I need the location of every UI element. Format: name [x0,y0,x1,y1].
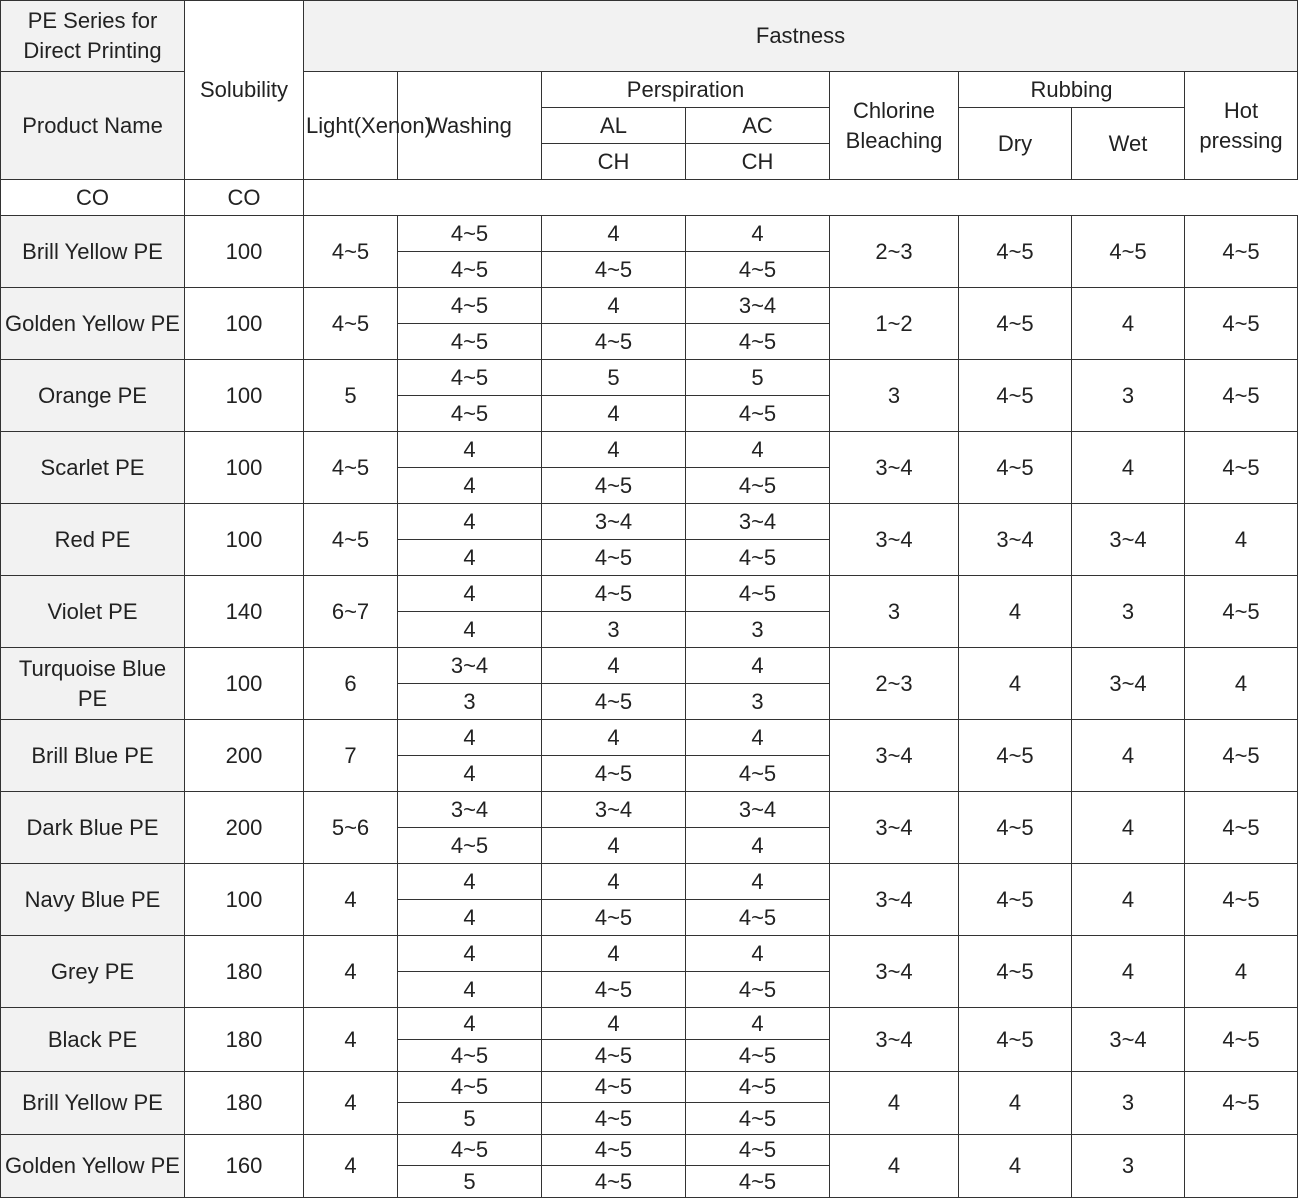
perspiration-ac-cell: 4~5 [686,540,830,576]
perspiration-al-cell: 4 [542,216,686,252]
rubbing-dry-cell: 4~5 [959,360,1072,432]
washing-cell: 4~5 [398,396,542,432]
perspiration-ac-cell: 4~5 [686,252,830,288]
rubbing-wet-cell: 4 [1072,936,1185,1008]
table-row [1,864,1298,900]
washing-cell: 4~5 [398,252,542,288]
solubility-cell: 180 [185,1072,304,1135]
perspiration-ac-cell: 4 [686,864,830,900]
table-row [1,936,1298,972]
table-row [1,360,1298,396]
perspiration-al-cell: 4~5 [542,252,686,288]
chlorine-bleaching-cell: 3~4 [830,1008,959,1072]
rubbing-wet-cell: 3 [1072,360,1185,432]
rubbing-dry-cell: 3~4 [959,504,1072,576]
chlorine-bleaching-cell: 3~4 [830,936,959,1008]
product-name-cell: Brill Blue PE [1,720,185,792]
washing-cell: 4 [398,468,542,504]
perspiration-al-cell: 4~5 [542,1072,686,1103]
washing-cell: 5 [398,1103,542,1135]
rubbing-dry-cell: 4 [959,1072,1072,1135]
hot-pressing-cell: 4~5 [1185,1072,1298,1135]
washing-cell: 4 [398,864,542,900]
perspiration-ac-co-header: CO [185,180,304,216]
light-cell: 4~5 [304,504,398,576]
table-row [1,432,1298,468]
chlorine-bleaching-header: Chlorine Bleaching [830,72,959,180]
solubility-cell: 100 [185,648,304,720]
chlorine-bleaching-cell: 4 [830,1072,959,1135]
rubbing-wet-cell: 3~4 [1072,1008,1185,1072]
perspiration-al-cell: 4 [542,648,686,684]
table-row [1,576,1298,612]
perspiration-ac-cell: 4~5 [686,1103,830,1135]
light-cell: 4 [304,1135,398,1198]
solubility-cell: 100 [185,216,304,288]
perspiration-al-cell: 3~4 [542,504,686,540]
perspiration-al-cell: 4 [542,1008,686,1040]
rubbing-dry-header: Dry [959,108,1072,180]
perspiration-al-cell: 4~5 [542,324,686,360]
perspiration-ac-cell: 3~4 [686,792,830,828]
hot-pressing-cell: 4 [1185,504,1298,576]
perspiration-al-cell: 4~5 [542,684,686,720]
washing-cell: 4 [398,1008,542,1040]
rubbing-wet-cell: 3~4 [1072,648,1185,720]
washing-cell: 4 [398,936,542,972]
rubbing-dry-cell: 4~5 [959,792,1072,864]
washing-cell: 4~5 [398,1040,542,1072]
hot-pressing-cell: 4~5 [1185,576,1298,648]
washing-cell: 3 [398,684,542,720]
perspiration-al-cell: 4~5 [542,1103,686,1135]
rubbing-wet-cell: 4 [1072,864,1185,936]
hot-pressing-cell: 4~5 [1185,288,1298,360]
hot-pressing-cell: 4~5 [1185,360,1298,432]
product-name-header: Product Name [1,72,185,180]
rubbing-wet-cell: 3 [1072,576,1185,648]
perspiration-al-cell: 4 [542,936,686,972]
perspiration-al-cell: 4~5 [542,576,686,612]
product-name-cell: Grey PE [1,936,185,1008]
rubbing-dry-cell: 4~5 [959,432,1072,504]
perspiration-al-cell: 4 [542,720,686,756]
table-row [1,288,1298,324]
chlorine-bleaching-cell: 3 [830,576,959,648]
product-name-cell: Violet PE [1,576,185,648]
perspiration-al-cell: 4~5 [542,1040,686,1072]
perspiration-al-cell: 4 [542,432,686,468]
perspiration-al-cell: 4~5 [542,900,686,936]
light-cell: 4~5 [304,432,398,504]
washing-cell: 4~5 [398,324,542,360]
table-row [1,792,1298,828]
rubbing-wet-cell: 4 [1072,432,1185,504]
perspiration-al-cell: 4~5 [542,540,686,576]
perspiration-ac-cell: 4~5 [686,972,830,1008]
perspiration-al-co-header: CO [1,180,185,216]
light-cell: 5 [304,360,398,432]
perspiration-al-cell: 4~5 [542,1135,686,1166]
washing-cell: 4~5 [398,1072,542,1103]
fastness-header: Fastness [304,1,1298,72]
series-header: PE Series for Direct Printing [1,1,185,72]
perspiration-al-cell: 3~4 [542,792,686,828]
perspiration-ac-cell: 4~5 [686,468,830,504]
washing-cell: 4~5 [398,828,542,864]
perspiration-ac-cell: 3~4 [686,504,830,540]
hot-pressing-header: Hot pressing [1185,72,1298,180]
light-cell: 4~5 [304,288,398,360]
rubbing-dry-cell: 4 [959,1135,1072,1198]
washing-cell: 4~5 [398,360,542,396]
chlorine-bleaching-cell: 3~4 [830,504,959,576]
solubility-cell: 100 [185,360,304,432]
chlorine-bleaching-cell: 3~4 [830,864,959,936]
perspiration-ac-cell: 4 [686,1008,830,1040]
chlorine-bleaching-cell: 4 [830,1135,959,1198]
perspiration-ac-cell: 4 [686,216,830,252]
hot-pressing-cell: 4~5 [1185,792,1298,864]
rubbing-dry-cell: 4~5 [959,720,1072,792]
rubbing-dry-cell: 4~5 [959,936,1072,1008]
table-row [1,1008,1298,1040]
perspiration-ac-cell: 4 [686,828,830,864]
perspiration-al-cell: 4 [542,288,686,324]
solubility-cell: 100 [185,504,304,576]
perspiration-al-cell: 4 [542,864,686,900]
perspiration-ac-cell: 4~5 [686,1135,830,1166]
washing-cell: 4 [398,504,542,540]
light-cell: 5~6 [304,792,398,864]
washing-cell: 4 [398,756,542,792]
washing-cell: 4 [398,720,542,756]
hot-pressing-cell: 4 [1185,648,1298,720]
light-cell: 7 [304,720,398,792]
rubbing-dry-cell: 4~5 [959,864,1072,936]
solubility-header: Solubility [185,1,304,180]
perspiration-al-cell: 4 [542,396,686,432]
washing-cell: 4 [398,972,542,1008]
perspiration-al-cell: 3 [542,612,686,648]
rubbing-header: Rubbing [959,72,1185,108]
solubility-cell: 200 [185,720,304,792]
hot-pressing-cell: 4~5 [1185,432,1298,504]
light-cell: 6~7 [304,576,398,648]
light-cell: 4 [304,1008,398,1072]
hot-pressing-cell [1185,1135,1298,1198]
solubility-cell: 100 [185,432,304,504]
hot-pressing-cell: 4 [1185,936,1298,1008]
product-name-cell: Navy Blue PE [1,864,185,936]
solubility-cell: 200 [185,792,304,864]
light-header: Light(Xenon) [304,72,398,180]
chlorine-bleaching-cell: 1~2 [830,288,959,360]
perspiration-ac-cell: 4~5 [686,756,830,792]
perspiration-ac-cell: 5 [686,360,830,396]
hot-pressing-cell: 4~5 [1185,720,1298,792]
table-row [1,216,1298,252]
perspiration-ac-cell: 4~5 [686,396,830,432]
rubbing-dry-cell: 4 [959,648,1072,720]
chlorine-bleaching-cell: 2~3 [830,216,959,288]
product-name-cell: Brill Yellow PE [1,1072,185,1135]
rubbing-dry-cell: 4~5 [959,216,1072,288]
hot-pressing-cell: 4~5 [1185,864,1298,936]
light-cell: 4 [304,1072,398,1135]
chlorine-bleaching-cell: 3~4 [830,720,959,792]
table-row [1,504,1298,540]
light-cell: 6 [304,648,398,720]
product-name-cell: Orange PE [1,360,185,432]
rubbing-wet-header: Wet [1072,108,1185,180]
perspiration-ac-cell: 4 [686,648,830,684]
table-row [1,1072,1298,1103]
perspiration-ac-cell: 4 [686,936,830,972]
perspiration-al-ch-header: CH [542,144,686,180]
chlorine-bleaching-cell: 3 [830,360,959,432]
hot-pressing-cell: 4~5 [1185,1008,1298,1072]
solubility-cell: 180 [185,1008,304,1072]
washing-cell: 4~5 [398,288,542,324]
washing-cell: 4 [398,576,542,612]
rubbing-wet-cell: 3 [1072,1072,1185,1135]
product-name-cell: Dark Blue PE [1,792,185,864]
product-name-cell: Golden Yellow PE [1,288,185,360]
perspiration-ac-cell: 3~4 [686,288,830,324]
rubbing-wet-cell: 4~5 [1072,216,1185,288]
washing-cell: 4~5 [398,216,542,252]
perspiration-al-cell: 4~5 [542,972,686,1008]
perspiration-al-cell: 5 [542,360,686,396]
chlorine-bleaching-cell: 3~4 [830,432,959,504]
product-name-cell: Black PE [1,1008,185,1072]
rubbing-wet-cell: 3 [1072,1135,1185,1198]
light-cell: 4~5 [304,216,398,288]
product-name-cell: Golden Yellow PE [1,1135,185,1198]
washing-cell: 4 [398,432,542,468]
table-row [1,720,1298,756]
perspiration-ac-cell: 3 [686,684,830,720]
washing-cell: 4 [398,900,542,936]
perspiration-ac-cell: 4~5 [686,900,830,936]
perspiration-ac-header: AC [686,108,830,144]
perspiration-al-cell: 4~5 [542,756,686,792]
product-name-cell: Scarlet PE [1,432,185,504]
perspiration-al-cell: 4~5 [542,1166,686,1198]
product-name-cell: Turquoise Blue PE [1,648,185,720]
rubbing-dry-cell: 4 [959,576,1072,648]
perspiration-ac-cell: 4~5 [686,324,830,360]
washing-cell: 4~5 [398,1135,542,1166]
perspiration-ac-cell: 4~5 [686,1072,830,1103]
washing-cell: 3~4 [398,792,542,828]
perspiration-ac-cell: 3 [686,612,830,648]
perspiration-al-cell: 4~5 [542,468,686,504]
rubbing-wet-cell: 3~4 [1072,504,1185,576]
perspiration-ac-cell: 4~5 [686,1166,830,1198]
chlorine-bleaching-cell: 3~4 [830,792,959,864]
chlorine-bleaching-cell: 2~3 [830,648,959,720]
solubility-cell: 100 [185,864,304,936]
solubility-cell: 100 [185,288,304,360]
perspiration-ac-cell: 4~5 [686,1040,830,1072]
table-row [1,1135,1298,1166]
rubbing-wet-cell: 4 [1072,792,1185,864]
washing-header: Washing [398,72,542,180]
rubbing-wet-cell: 4 [1072,288,1185,360]
hot-pressing-cell: 4~5 [1185,216,1298,288]
perspiration-header: Perspiration [542,72,830,108]
solubility-cell: 160 [185,1135,304,1198]
perspiration-ac-cell: 4~5 [686,576,830,612]
perspiration-al-cell: 4 [542,828,686,864]
perspiration-ac-cell: 4 [686,432,830,468]
light-cell: 4 [304,864,398,936]
washing-cell: 4 [398,612,542,648]
solubility-cell: 180 [185,936,304,1008]
perspiration-ac-cell: 4 [686,720,830,756]
washing-cell: 4 [398,540,542,576]
rubbing-dry-cell: 4~5 [959,1008,1072,1072]
rubbing-wet-cell: 4 [1072,720,1185,792]
solubility-cell: 140 [185,576,304,648]
light-cell: 4 [304,936,398,1008]
product-name-cell: Red PE [1,504,185,576]
perspiration-al-header: AL [542,108,686,144]
table-row [1,648,1298,684]
product-name-cell: Brill Yellow PE [1,216,185,288]
rubbing-dry-cell: 4~5 [959,288,1072,360]
washing-cell: 5 [398,1166,542,1198]
perspiration-ac-ch-header: CH [686,144,830,180]
washing-cell: 3~4 [398,648,542,684]
